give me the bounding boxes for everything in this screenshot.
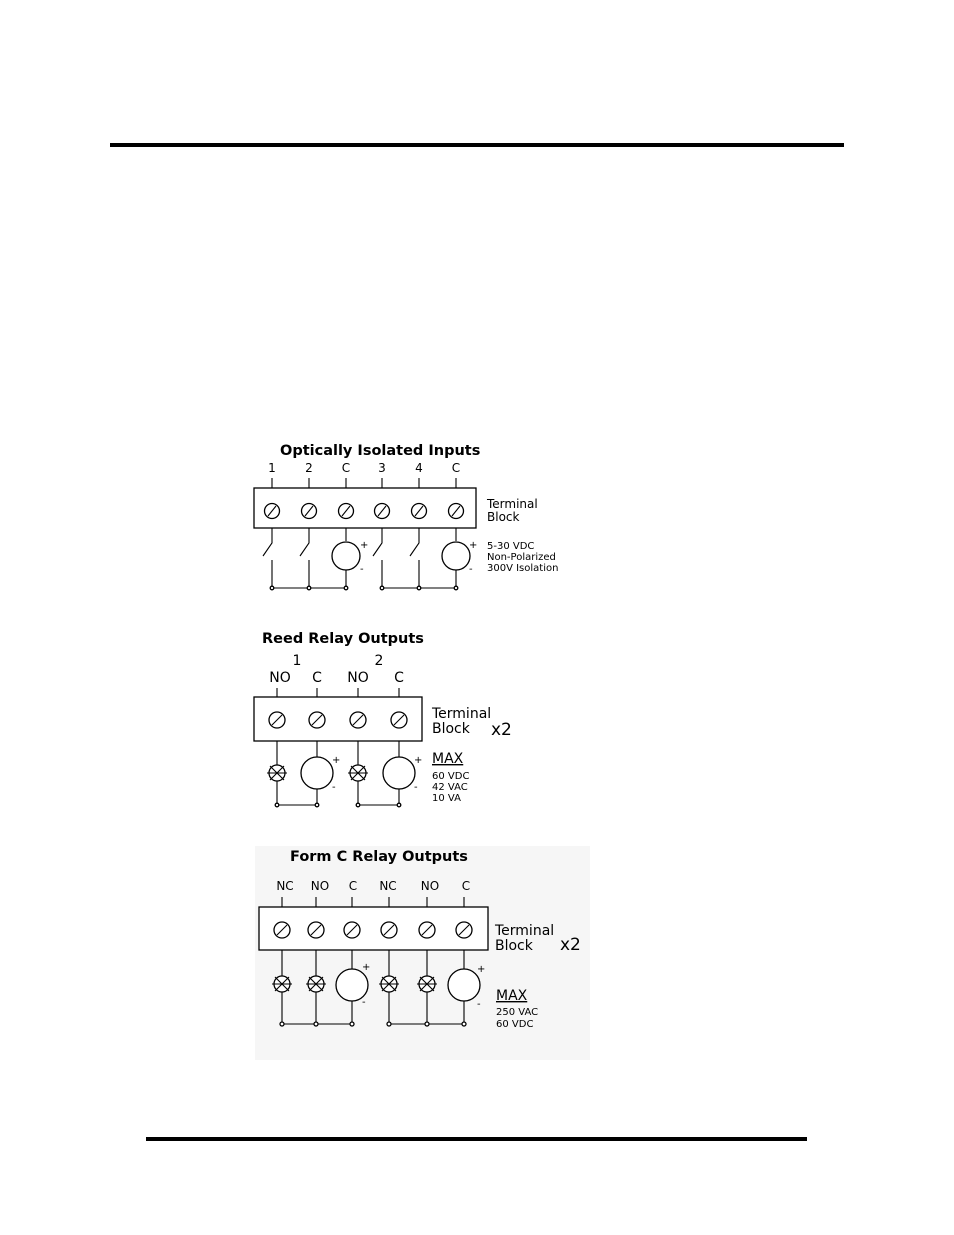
inputs-note: Non-Polarized: [487, 552, 556, 563]
junction-dot-icon: [280, 1022, 284, 1026]
voltage-source-icon: [332, 542, 360, 570]
screw-terminal-icon: [350, 712, 366, 728]
inputs-terminal-label: C: [341, 461, 351, 475]
inputs-wiring: [263, 528, 458, 590]
formc-block-label: Terminal: [495, 923, 555, 939]
reed-wiring: [267, 741, 401, 807]
junction-dot-icon: [462, 1022, 466, 1026]
formc-terminal-block: [259, 907, 488, 950]
lamp-icon: [348, 765, 368, 781]
plus-sign: +: [332, 755, 341, 766]
formc-block-label: Block: [495, 938, 533, 954]
inputs-diagram: [254, 443, 558, 590]
lamp-icon: [379, 976, 399, 992]
screw-terminal-icon: [344, 922, 360, 938]
screw-terminal-icon: [309, 712, 325, 728]
screw-terminal-icon: [308, 922, 324, 938]
inputs-note: 300V Isolation: [487, 563, 559, 574]
reed-terminal-label: NO: [269, 670, 291, 686]
inputs-block-label: Block: [487, 510, 520, 524]
screw-terminal-icon: [456, 922, 472, 938]
inputs-terminal-block: [254, 488, 476, 528]
formc-terminal-label: NO: [310, 879, 330, 893]
inputs-terminal-label: C: [451, 461, 461, 475]
inputs-terminal-label: 1: [268, 461, 276, 475]
junction-dot-icon: [350, 1022, 354, 1026]
inputs-block-label: Terminal: [487, 497, 538, 511]
minus-sign: -: [362, 997, 366, 1008]
reed-terminal-label: NO: [347, 670, 369, 686]
inputs-terminal-label: 3: [378, 461, 386, 475]
lamp-icon: [306, 976, 326, 992]
plus-sign: +: [414, 755, 423, 766]
plus-sign: +: [360, 540, 369, 551]
formc-terminal-label: C: [348, 879, 358, 893]
lamp-icon: [267, 765, 287, 781]
junction-dot-icon: [380, 586, 384, 590]
minus-sign: -: [414, 782, 418, 793]
lamp-icon: [417, 976, 437, 992]
formc-title: Form C Relay Outputs: [290, 849, 468, 865]
junction-dot-icon: [307, 586, 311, 590]
minus-sign: -: [360, 564, 364, 575]
junction-dot-icon: [417, 586, 421, 590]
screw-terminal-icon: [449, 504, 464, 519]
formc-rating: 250 VAC: [496, 1007, 539, 1018]
screw-terminal-icon: [274, 922, 290, 938]
plus-sign: +: [469, 540, 478, 551]
reed-terminal-label: C: [394, 670, 404, 686]
formc-terminal-label: NO: [420, 879, 440, 893]
junction-dot-icon: [425, 1022, 429, 1026]
screw-terminal-icon: [375, 504, 390, 519]
minus-sign: -: [332, 782, 336, 793]
inputs-terminal-label: 2: [305, 461, 313, 475]
reed-title: Reed Relay Outputs: [262, 631, 424, 647]
junction-dot-icon: [315, 803, 319, 807]
plus-sign: +: [362, 962, 371, 973]
formc-diagram: [259, 849, 581, 1030]
reed-block-label: Terminal: [432, 706, 492, 722]
junction-dot-icon: [275, 803, 279, 807]
formc-multiplier: x2: [560, 935, 581, 955]
formc-max-label: MAX: [496, 988, 528, 1004]
junction-dot-icon: [387, 1022, 391, 1026]
inputs-note: 5-30 VDC: [487, 541, 535, 552]
voltage-source-icon: [301, 757, 333, 789]
junction-dot-icon: [270, 586, 274, 590]
screw-terminal-icon: [419, 922, 435, 938]
reed-ticks: [277, 688, 399, 697]
reed-rating: 60 VDC: [432, 771, 470, 782]
screw-terminal-icon: [391, 712, 407, 728]
reed-rating: 10 VA: [432, 793, 461, 804]
junction-dot-icon: [356, 803, 360, 807]
junction-dot-icon: [314, 1022, 318, 1026]
formc-terminal-label: NC: [379, 879, 397, 893]
formc-rating: 60 VDC: [496, 1019, 534, 1030]
reed-multiplier: x2: [491, 720, 512, 740]
reed-block-label: Block: [432, 721, 470, 737]
formc-terminal-label: C: [461, 879, 471, 893]
screw-terminal-icon: [302, 504, 317, 519]
screw-terminal-icon: [381, 922, 397, 938]
screw-terminal-icon: [265, 504, 280, 519]
screw-terminal-icon: [339, 504, 354, 519]
reed-rating: 42 VAC: [432, 782, 468, 793]
voltage-source-icon: [442, 542, 470, 570]
reed-terminal-label: C: [312, 670, 322, 686]
reed-group-label: 1: [292, 653, 302, 669]
reed-group-label: 2: [374, 653, 384, 669]
junction-dot-icon: [344, 586, 348, 590]
lamp-icon: [272, 976, 292, 992]
inputs-ticks: [272, 478, 456, 488]
voltage-source-icon: [448, 969, 480, 1001]
minus-sign: -: [477, 999, 481, 1010]
reed-diagram: [254, 631, 512, 807]
junction-dot-icon: [454, 586, 458, 590]
formc-ticks: [282, 897, 464, 907]
inputs-terminal-label: 4: [415, 461, 423, 475]
screw-terminal-icon: [269, 712, 285, 728]
screw-terminal-icon: [412, 504, 427, 519]
formc-terminal-label: NC: [276, 879, 294, 893]
reed-max-label: MAX: [432, 751, 464, 767]
minus-sign: -: [469, 564, 473, 575]
plus-sign: +: [477, 964, 486, 975]
inputs-title: Optically Isolated Inputs: [280, 443, 481, 459]
voltage-source-icon: [383, 757, 415, 789]
junction-dot-icon: [397, 803, 401, 807]
